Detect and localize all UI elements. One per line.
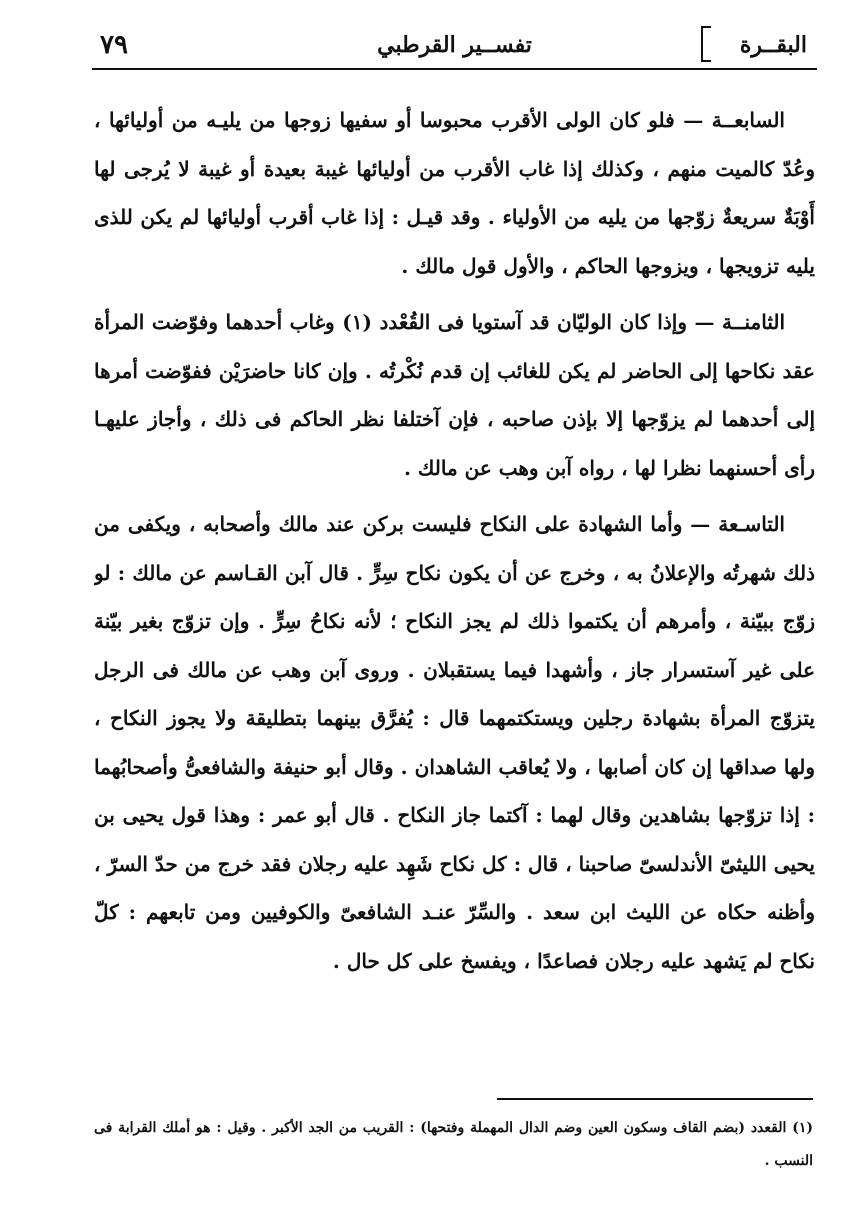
- header-rule: [92, 68, 817, 70]
- footnote-rule: [497, 1098, 813, 1100]
- paragraph-seventh: [94, 96, 815, 290]
- page-header: [92, 22, 817, 70]
- paragraph-text: السابعــة — فلو كان الولى الأقرب محبوسا أو سفيها زوجها من يليـه من أوليائها ، وعُدّ كالميت منهم ، وكذلك إذا غاب الأقرب من أوليائها غيبة بعيدة أو غيبة لا يُرجى لها أَوْبَةٌ سريعةٌ زوّجها من يليه من الأولياء . وقد قيـل : إذا غاب أقرب أوليائها لم يكن للذى يليه تزويجها ، ويزوجها الحاكم ، والأول قول مالك .: [94, 108, 815, 278]
- paragraph-text: التاسـعة — وأما الشهادة على النكاح فليست بركن عند مالك وأصحابه ، ويكفى من ذلك شهرتُه والإعلانُ به ، وخرج عن أن يكون نكاح سِرٍّ . قال آبن القـاسم عن مالك : لو زوّج ببيّنة ، وأمرهم أن يكتموا ذلك لم يجز النكاح ؛ لأنه نكاحُ سِرٍّ . وإن تزوّج بغير بيّنة على غير آستسرار جاز ، وأشهدا فيما يستقبلان . وروى آبن وهب عن مالك فى الرجل يتزوّج المرأة بشهادة رجلين ويستكتمهما قال : يُفرَّق بينهما بتطليقة ولا يجوز النكاح ، ولها صداقها إن كان أصابها ، ولا يُعاقب الشاهدان . وقال أبو حنيفة والشافعىُّ وأصحابُهما : إذا تزوّجها بشاهدين وقال لهما : آكتما جاز النكاح . قال أبو عمر : وهذا قول يحيى بن يحيى الليثىّ الأندلسىّ صاحبنا ، قال : كل نكاح شَهِد عليه رجلان فقد خرج من حدّ السرّ ، وأظنه حكاه عن الليث ابن سعد . والسِّرّ عنـد الشافعىّ والكوفيين ومن تابعهم : كلّ نكاح لم يَشهد عليه رجلان فصاعدًا ، ويفسخ على كل حال .: [94, 512, 815, 973]
- running-title: تفســير القرطبي: [377, 32, 532, 58]
- header-bracket: [701, 26, 711, 62]
- footnote: (١) القعدد (بضم القاف وسكون العين وضم الدال المهملة وفتحها) : القريب من الجد الأكبر . وقيل : هو أملك القرابة فى النسب .: [94, 1120, 813, 1169]
- page-number: ٧٩: [100, 30, 128, 60]
- body-text: [94, 96, 815, 976]
- paragraph-ninth: [94, 500, 815, 976]
- paragraph-eighth: [94, 298, 815, 492]
- paragraph-text: الثامنــة — وإذا كان الوليّان قد آستويا فى القُعْدد (١) وغاب أحدهما وفوّضت المرأة عقد نكاحها إلى الحاضر لم يكن للغائب إن قدم نُكْرتُه . وإن كانا حاضرَيْن ففوّضت أمرها إلى أحدهما لم يزوّجها إلا بإذن صاحبه ، فإن آختلفا نظر الحاكم فى ذلك ، وأجاز عليهـا رأى أحسنهما نظرا لها ، رواه آبن وهب عن مالك .: [94, 310, 815, 480]
- section-name: البقــرة: [739, 32, 807, 58]
